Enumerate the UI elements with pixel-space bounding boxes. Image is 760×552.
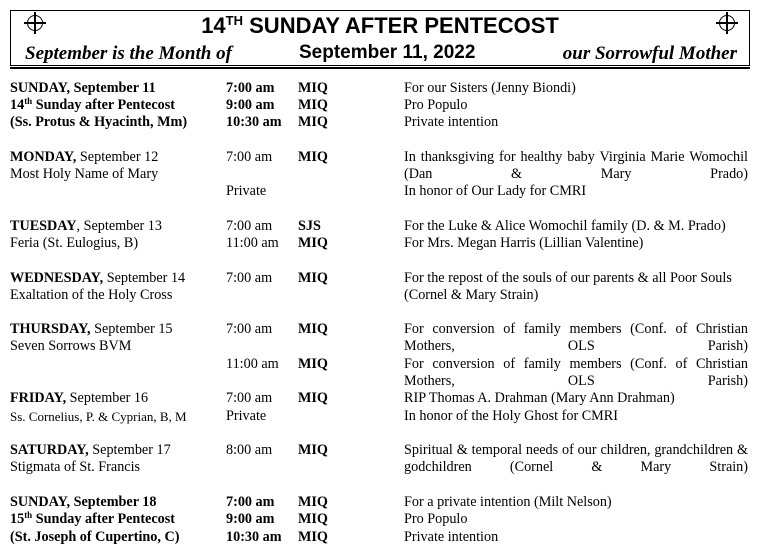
celebrant: MIQ	[298, 511, 328, 527]
mass-time: 7:00 am	[226, 149, 273, 165]
day-name: FRIDAY, September 16	[10, 390, 149, 406]
day-name: TUESDAY, September 13	[10, 218, 162, 234]
celebrant: MIQ	[298, 494, 328, 510]
celebrant: MIQ	[298, 149, 328, 165]
mass-intention: For our Sisters (Jenny Biondi)	[404, 80, 576, 96]
day-name: WEDNESDAY, September 14	[10, 270, 186, 286]
day-name: SATURDAY, September 17	[10, 442, 171, 458]
mass-intention: In thanksgiving for healthy baby Virginia Marie Womochil (Dan & Mary Prado)	[404, 149, 748, 182]
mass-time: 11:00 am	[226, 235, 279, 251]
mass-time: 7:00 am	[226, 494, 275, 510]
mass-time: 7:00 am	[226, 321, 273, 337]
mass-intention: For the Luke & Alice Womochil family (D. & M. Prado)	[404, 218, 726, 234]
mass-intention: For Mrs. Megan Harris (Lillian Valentine)	[404, 235, 644, 251]
mass-time: 10:30 am	[226, 529, 282, 545]
mass-intention: Pro Populo	[404, 511, 468, 527]
mass-time: 9:00 am	[226, 511, 275, 527]
celebrant: MIQ	[298, 270, 328, 286]
mass-intention: In honor of Our Lady for CMRI	[404, 183, 587, 199]
day-name: SUNDAY, September 18	[10, 494, 157, 510]
mass-time: 7:00 am	[226, 270, 273, 286]
celebrant: MIQ	[298, 529, 328, 545]
celebrant: SJS	[298, 218, 321, 234]
feast-name: Stigmata of St. Francis	[10, 459, 141, 475]
celebrant: MIQ	[298, 97, 328, 113]
mass-time: Private	[226, 183, 267, 199]
mass-intention: Spiritual & temporal needs of our children, grandchildren & godchildren (Cornel & Mary Strain)	[404, 442, 748, 475]
mass-intention: Private intention	[404, 114, 499, 130]
celebrant: MIQ	[298, 356, 328, 372]
celebrant: MIQ	[298, 114, 328, 130]
mass-intention: For conversion of family members (Conf. of Christian Mothers, OLS Parish)	[404, 321, 748, 354]
mass-time: 7:00 am	[226, 218, 273, 234]
mass-time: 10:30 am	[226, 114, 282, 130]
mass-time: 7:00 am	[226, 80, 275, 96]
feast-name: Feria (St. Eulogius, B)	[10, 235, 139, 251]
mass-intention: For the repost of the souls of our parents & all Poor Souls (Cornel & Mary Strain)	[404, 270, 732, 303]
mass-time: 8:00 am	[226, 442, 273, 458]
mass-intention: Private intention	[404, 529, 499, 545]
bulletin-header	[10, 10, 750, 66]
mass-time: 9:00 am	[226, 97, 275, 113]
mass-time: 11:00 am	[226, 356, 279, 372]
feast-name: Ss. Cornelius, P. & Cyprian, B, M	[10, 409, 187, 424]
bulletin-date: September 11, 2022	[299, 42, 476, 63]
celebrant: MIQ	[298, 321, 328, 337]
celebrant: MIQ	[298, 390, 328, 406]
month-dedication-prefix: September is the Month of	[25, 43, 232, 64]
month-dedication-suffix: our Sorrowful Mother	[562, 43, 737, 64]
feast-name: Seven Sorrows BVM	[10, 338, 132, 354]
mass-intention: In honor of the Holy Ghost for CMRI	[404, 408, 618, 424]
feast-name: Most Holy Name of Mary	[10, 166, 159, 182]
mass-intention: RIP Thomas A. Drahman (Mary Ann Drahman)	[404, 390, 675, 406]
day-name: THURSDAY, September 15	[10, 321, 173, 337]
day-name: SUNDAY, September 11	[10, 80, 156, 96]
mass-time: 7:00 am	[226, 390, 273, 406]
celebrant: MIQ	[298, 442, 328, 458]
feast-name: 15th Sunday after Pentecost	[10, 510, 175, 527]
feast-name: 14th Sunday after Pentecost	[10, 96, 175, 113]
mass-intention: For conversion of family members (Conf. of Christian Mothers, OLS Parish)	[404, 356, 748, 389]
day-name: MONDAY, September 12	[10, 149, 159, 165]
celebrant: MIQ	[298, 235, 328, 251]
feast-commemoration: (St. Joseph of Cupertino, C)	[10, 529, 180, 545]
mass-time: Private	[226, 408, 267, 424]
mass-intention: Pro Populo	[404, 97, 468, 113]
feast-commemoration: (Ss. Protus & Hyacinth, Mm)	[10, 114, 188, 130]
mass-intention: For a private intention (Milt Nelson)	[404, 494, 612, 510]
page-title: 14TH SUNDAY AFTER PENTECOST	[201, 13, 559, 38]
feast-name: Exaltation of the Holy Cross	[10, 287, 173, 303]
celebrant: MIQ	[298, 80, 328, 96]
